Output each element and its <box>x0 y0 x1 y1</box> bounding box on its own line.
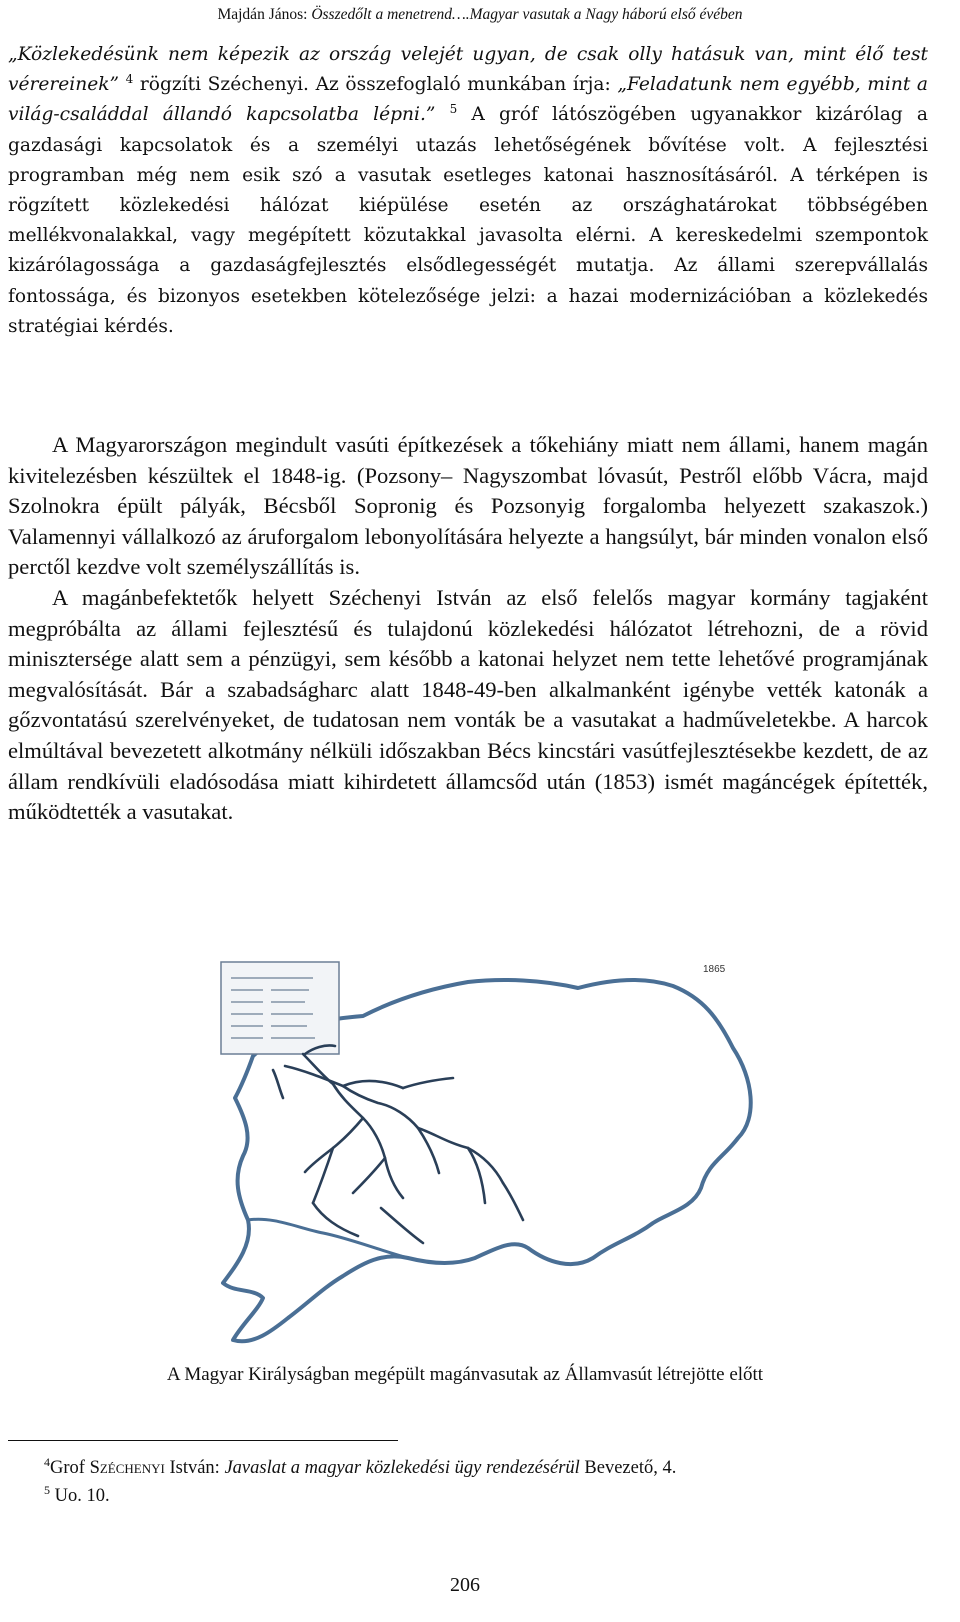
map-year: 1865 <box>703 964 726 975</box>
map-caption: A Magyar Királyságban megépült magánvasutak az Államvasút létrejötte előtt <box>166 1364 764 1385</box>
footnote-divider <box>8 1440 398 1441</box>
header-author: Majdán János: <box>217 6 308 23</box>
paragraph-1-text-a: rögzíti Széchenyi. Az összefoglaló munkában írja: <box>133 74 618 96</box>
paragraph-1-text-b: A gróf látószögében ugyanakkor kizárólag a gazdasági kapcsolatok és a személyi utazás lehetőségének bővítése volt. A fejlesztési programban még nem esik szó a vasutak esetleges katonai hasznosításáról. A térképen is rögzített közlekedési hálózat kiépülése esetén az országhatárokat többségében mellékvonalakkal, vagy megépített közutakkal javasolta elérni. A kereskedelmi szempontok kizárólagossága a gazdaságfejlesztés elsődlegességét mutatja. Az állami szerepvállalás fontossága, és bizonyos esetekben kötelezősége jelzi: a hazai modernizációban a közlekedés stratégiai kérdés. <box>8 104 928 337</box>
footnote-4-text-a: Grof <box>50 1458 90 1478</box>
footnote-4 <box>44 1455 677 1479</box>
header-title: Összedőlt a menetrend….Magyar vasutak a Nagy háború első évében <box>311 6 743 23</box>
running-header <box>0 6 960 24</box>
map-legend-box <box>221 962 339 1054</box>
footnote-4-text-c: Bevezető, 4. <box>579 1458 677 1478</box>
page-number: 206 <box>450 1574 480 1596</box>
footnote-5-text: Uo. 10. <box>50 1486 110 1506</box>
body-text-upper <box>8 40 928 342</box>
quote-1: „Közlekedésünk nem képezik az ország velejét ugyan, de csak olly hatásuk van, mint élő test vérereinek” <box>8 44 928 96</box>
railway-map <box>213 958 758 1348</box>
footnote-4-title: Javaslat a magyar közlekedési ügy rendezésérül <box>224 1458 580 1478</box>
footnote-4-author: Széchenyi <box>89 1458 165 1478</box>
paragraph-2: A Magyarországon megindult vasúti építkezések a tőkehiány miatt nem állami, hanem magán kivitelezésben készültek el 1848-ig. (Pozsony– Nagyszombat lóvasút, Pestről előbb Vácra, majd Szolnokra épült pályák, Bécsből Sopronig és Pozsonyig forgalomba helyezett szakaszok.) Valamennyi vállalkozó az áruforgalom lebonyolítására helyezte a hangsúlyt, bár minden vonalon első perctől kezdve volt személyszállítás is. <box>8 432 928 580</box>
footnote-5-number: 5 <box>44 1483 50 1497</box>
quote-2: „Feladatunk nem egyébb, mint a világ-családdal állandó kapcsolatba lépni.” <box>8 74 928 126</box>
footnote-ref-5[interactable]: 5 <box>449 102 458 117</box>
footnote-4-text-b: István: <box>164 1458 225 1478</box>
paragraph-1 <box>8 40 928 342</box>
footnote-ref-4[interactable]: 4 <box>125 72 134 87</box>
body-text-lower <box>8 430 928 828</box>
footnote-4-number: 4 <box>44 1455 50 1469</box>
footnote-5 <box>44 1483 110 1507</box>
paragraph-3: A magánbefektetők helyett Széchenyi István az első felelős magyar kormány tagjaként megpróbálta az állami fejlesztésű és tulajdonú közlekedési hálózatot létrehozni, de a rövid minisztersége alatt sem a pénzügyi, sem később a katonai helyzet nem tette lehetővé programjának megvalósítását. Bár a szabadságharc alatt 1848-49-ben alkalmanként igénybe vették katonák a gőzvontatású szerelvényeket, de tudatosan nem vonták be a vasutakat a hadműveletekbe. A harcok elmúltával bevezetett alkotmány nélküli időszakban Bécs kincstári vasútfejlesztésekbe kezdett, de az állam rendkívüli eladósodása miatt kihirdetett államcsőd után (1853) ismét magáncégek építették, működtették a vasutakat. <box>8 584 928 825</box>
